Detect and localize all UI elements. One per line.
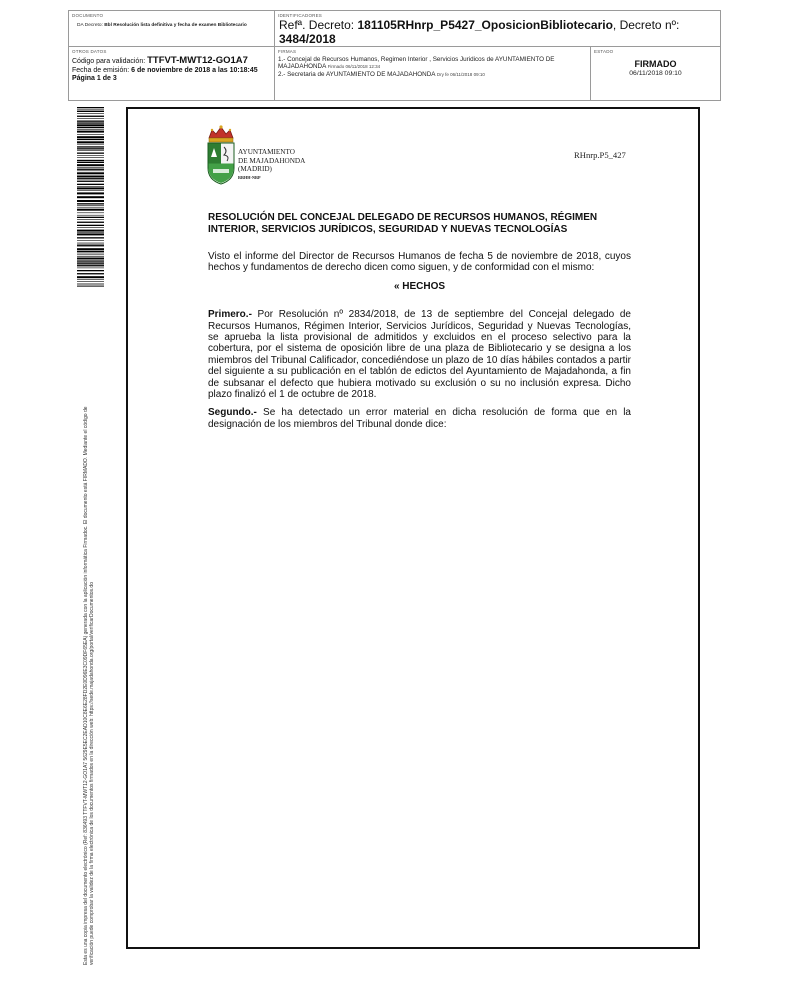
barcode-bar: [77, 233, 104, 235]
decree-reference: [279, 18, 715, 46]
signature-2-text: 2.- Secretaria de AYUNTAMIENTO DE MAJADAHONDA: [278, 70, 436, 78]
documento-label: DOCUMENTO: [72, 13, 104, 18]
barcode-bar: [77, 207, 104, 208]
barcode-bar: [77, 184, 104, 185]
barcode-bar: [77, 187, 104, 189]
barcode-bar: [77, 285, 104, 286]
barcode-bar: [77, 230, 104, 232]
barcode-bar: [77, 107, 104, 108]
barcode-bar: [77, 270, 104, 271]
barcode-bar: [77, 281, 104, 282]
ref-mid: , Decreto nº:: [612, 18, 680, 32]
barcode: [77, 107, 104, 287]
primero-label: Primero.-: [208, 309, 252, 321]
status-badge: FIRMADO: [634, 59, 677, 69]
barcode-bar: [77, 146, 104, 147]
barcode-bar: [77, 148, 104, 149]
barcode-bar: [77, 150, 104, 151]
barcode-bar: [77, 286, 104, 287]
side-text-line-1: Esta es una copia impresa del documento electrónico (Ref: 836493 TTFVT-MWT12-GO1A7 5629E5EC2EAD10C8E6E28FD2E0D96E3C09DF65EA) generada con la aplicación informática Firmadoc. El documento está FIRMADO. Mediante el código de: [83, 406, 89, 965]
emission-label: Fecha de emisión:: [72, 66, 132, 74]
barcode-bar: [77, 171, 104, 172]
primero-text: Por Resolución nº 2834/2018, de 13 de septiembre del Concejal delegado de Recursos Humanos, Régimen Interior, Servicios Jurídicos, Seguridad y Nuevas Tecnologías, se aprueba la lista provisional de admitidos y excluidos en el proceso selectivo para la cobertura, por el sistema de oposición libre de una plaza de Bibliotecario y se designa a los miembros del Tribunal Calificador, concediéndose un plazo de 10 días hábiles contados a partir del siguiente a su publicación en el tablón de edictos del Ayuntamiento de Majadahonda, a fin de subsanar el defecto que hubiera motivado su exclusión o su no inclusión expresa. Dicho plazo finalizó el 1 de octubre de 2018.: [208, 309, 631, 401]
verification-side-text: [83, 305, 95, 965]
estado-cell: [591, 47, 720, 100]
identificadores-cell: [275, 11, 720, 47]
barcode-bar: [77, 172, 104, 174]
validation-code: TTFVT-MWT12-GO1A7: [147, 55, 248, 66]
barcode-bar: [77, 157, 104, 158]
barcode-bar: [77, 219, 104, 220]
org-line-2: DE MAJADAHONDA: [238, 156, 306, 165]
barcode-bar: [77, 129, 104, 130]
barcode-bar: [77, 276, 104, 278]
barcode-bar: [77, 203, 104, 204]
intro-paragraph: Visto el informe del Director de Recursos Humanos de fecha 5 de noviembre de 2018, cuyos hechos y fundamentos de derecho dicen como siguen, y de conformidad con el mismo:: [208, 251, 631, 274]
ref-number: 3484/2018: [279, 32, 336, 46]
barcode-bar: [77, 167, 104, 168]
ref-prefix: Refª. Decreto:: [279, 18, 358, 32]
barcode-bar: [77, 164, 104, 166]
barcode-bar: [77, 279, 104, 280]
side-text-line-2: verificación puede comprobar la validez de la firma electrónica de los documentos firmados en la dirección web: https://sede.majadahonda.org/portal/verificarDocumentos.do: [89, 582, 95, 965]
barcode-bar: [77, 131, 104, 133]
barcode-bar: [77, 232, 104, 233]
barcode-bar: [77, 240, 104, 241]
barcode-bar: [77, 178, 104, 179]
barcode-bar: [77, 176, 104, 178]
validation-label: Código para validación:: [72, 58, 148, 65]
barcode-bar: [77, 248, 104, 250]
barcode-bar: [77, 217, 104, 218]
barcode-bar: [77, 225, 104, 226]
barcode-bar: [77, 265, 104, 266]
barcode-bar: [77, 141, 104, 143]
otros-datos-cell: [69, 47, 275, 100]
barcode-bar: [77, 258, 104, 260]
org-line-3: (MADRID): [238, 165, 272, 174]
barcode-bar: [77, 139, 104, 140]
otros-datos-body: [72, 57, 258, 84]
letterhead-ref-code: RHnrp.P5_427: [574, 150, 626, 160]
barcode-bar: [77, 200, 104, 202]
organization-name: [238, 148, 305, 182]
barcode-bar: [77, 245, 104, 246]
barcode-bar: [77, 251, 104, 252]
signature-2-date: Dry fe 06/11/2018 09:10: [436, 71, 485, 77]
barcode-bar: [77, 111, 104, 112]
barcode-bar: [77, 153, 104, 154]
segundo-label: Segundo.-: [208, 407, 257, 419]
otros-datos-label: OTROS DATOS: [72, 49, 107, 54]
firmas-list: [278, 56, 590, 78]
barcode-bar: [77, 122, 104, 123]
barcode-bar: [77, 196, 104, 198]
barcode-bar: [77, 181, 104, 182]
primero-paragraph: [208, 309, 631, 400]
ref-code: 181105RHnrp_P5427_OposicionBibliotecario: [357, 18, 613, 32]
document-name: Bbl Resolución lista definitiva y fecha de examen Bibliotecario: [104, 23, 247, 28]
coat-of-arms-logo: [204, 124, 238, 190]
emission-date: 6 de noviembre de 2018 a las 10:18:45: [131, 66, 258, 74]
barcode-bar: [77, 253, 104, 254]
document-prefix: DA Decreto:: [77, 23, 105, 28]
barcode-bar: [77, 213, 104, 214]
hechos-heading: « HECHOS: [393, 280, 446, 292]
barcode-bar: [77, 261, 104, 262]
barcode-bar: [77, 169, 104, 170]
barcode-bar: [77, 118, 104, 119]
document-body: [208, 212, 631, 437]
barcode-bar: [77, 186, 104, 187]
barcode-bar: [77, 162, 104, 163]
identificadores-label: IDENTIFICADORES: [278, 13, 323, 18]
org-code: RRHH-NRP: [238, 174, 261, 180]
org-line-1: AYUNTAMIENTO: [238, 148, 295, 156]
barcode-bar: [77, 243, 104, 244]
barcode-bar: [77, 205, 104, 206]
signature-1: [278, 56, 590, 71]
barcode-bar: [77, 215, 104, 216]
barcode-bar: [77, 121, 104, 122]
barcode-bar: [77, 237, 104, 238]
estado-label: ESTADO: [594, 49, 614, 54]
barcode-bar: [77, 113, 104, 114]
document-title: [77, 23, 269, 29]
barcode-bar: [77, 116, 104, 117]
barcode-bar: [77, 136, 104, 138]
documento-cell: [69, 11, 275, 47]
barcode-bar: [77, 144, 104, 145]
barcode-bar: [77, 273, 104, 274]
segundo-paragraph: [208, 407, 631, 430]
barcode-bar: [77, 263, 104, 264]
barcode-bar: [77, 227, 104, 228]
barcode-bar: [77, 255, 104, 256]
firmas-label: FIRMAS: [278, 49, 297, 54]
document-header: [68, 10, 721, 101]
barcode-bar: [77, 244, 104, 245]
barcode-bar: [77, 260, 104, 261]
barcode-bar: [77, 134, 104, 135]
barcode-bar: [77, 192, 104, 194]
barcode-bar: [77, 155, 104, 156]
barcode-bar: [77, 127, 104, 128]
page-info: Página 1 de 3: [72, 75, 117, 82]
barcode-bar: [77, 110, 104, 111]
status-date: 06/11/2018 09:10: [629, 70, 682, 77]
signature-1-date: Firmado 06/11/2018 12:34: [327, 64, 381, 70]
barcode-bar: [77, 190, 104, 191]
barcode-bar: [77, 209, 104, 211]
barcode-bar: [77, 124, 104, 126]
signature-2: [278, 71, 590, 78]
barcode-bar: [77, 284, 104, 285]
barcode-bar: [77, 268, 104, 269]
barcode-bar: [77, 160, 104, 161]
resolution-title: RESOLUCIÓN DEL CONCEJAL DELEGADO DE RECURSOS HUMANOS, RÉGIMEN INTERIOR, SERVICIOS JURÍDICOS, SEGURIDAD Y NUEVAS TECNOLOGÍAS: [208, 212, 598, 235]
signature-1-text: 1.- Concejal de Recursos Humanos, Regimen Interior , Servicios Juridicos de AYUNTAMIENTO DE MAJADAHONDA: [278, 56, 555, 71]
segundo-text: Se ha detectado un error material en dicha resolución de forma que en la designación de los miembros del Tribunal donde dice:: [208, 407, 631, 430]
barcode-bar: [77, 222, 104, 223]
barcode-bar: [77, 256, 104, 257]
firmas-cell: [275, 47, 591, 100]
